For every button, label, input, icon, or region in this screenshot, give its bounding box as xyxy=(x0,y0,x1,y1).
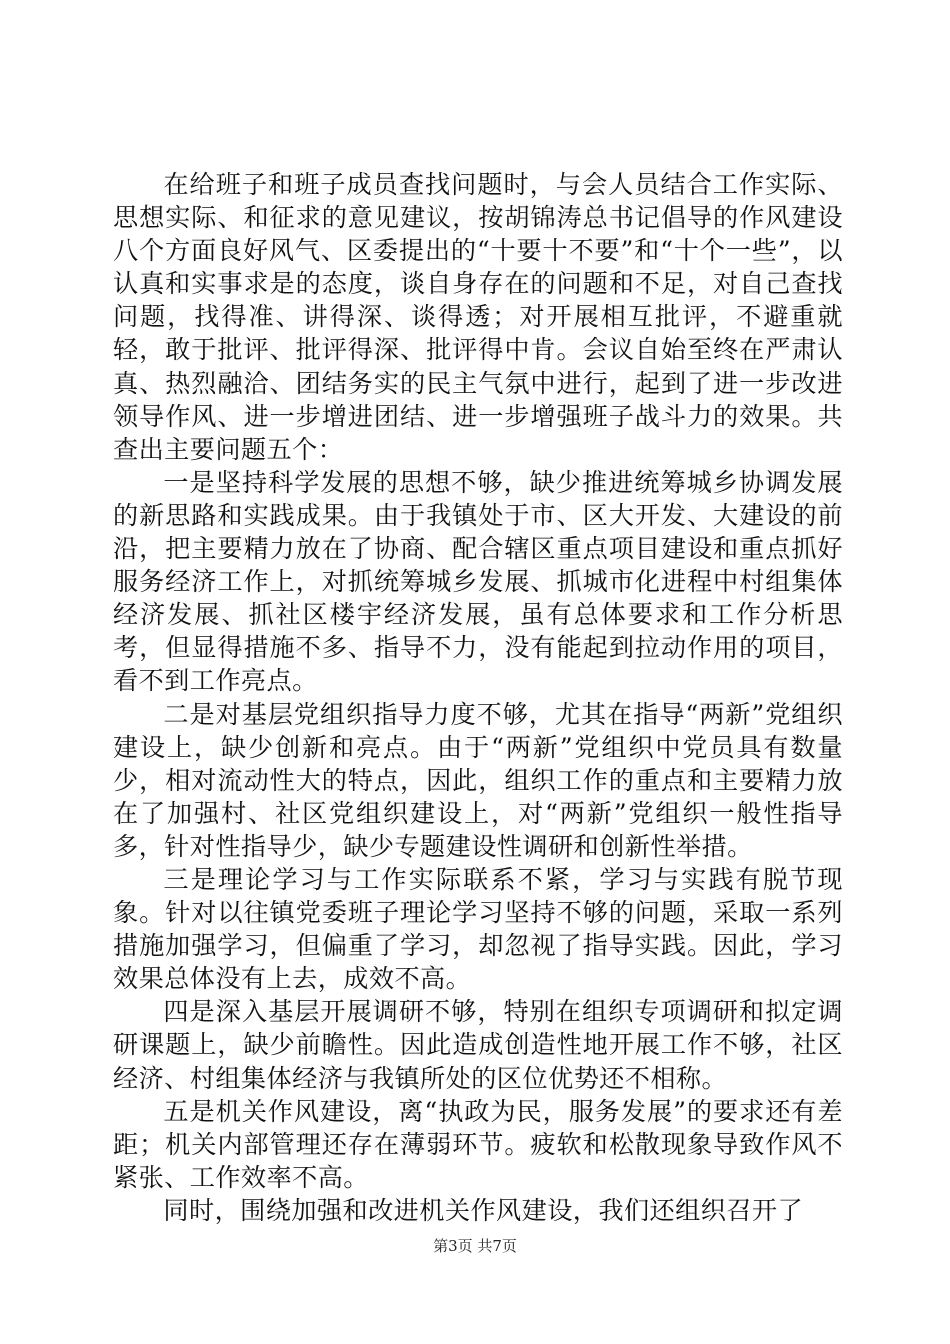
paragraph-problem-2: 二是对基层党组织指导力度不够，尤其在指导“两新”党组织建设上，缺少创新和亮点。由于“两新”党组织中党员具有数量少，相对流动性大的特点，因此，组织工作的重点和主要精力放在了加强村、社区党组织建设上，对“两新”党组织一般性指导多，针对性指导少，缺少专题建设性调研和创新性举措。 xyxy=(113,699,843,861)
paragraph-problem-5: 五是机关作风建设，离“执政为民，服务发展”的要求还有差距；机关内部管理还存在薄弱环节。疲软和松散现象导致作风不紧张、工作效率不高。 xyxy=(113,1096,843,1192)
paragraph-intro: 在给班子和班子成员查找问题时，与会人员结合工作实际、思想实际、和征求的意见建议，按胡锦涛总书记倡导的作风建设八个方面良好风气、区委提出的“十要十不要”和“十个一些”，以认真和实事求是的态度，谈自身存在的问题和不足，对自己查找问题，找得准、讲得深、谈得透；对开展相互批评，不避重就轻，敢于批评、批评得深、批评得中肯。会议自始至终在严肃认真、热烈融洽、团结务实的民主气氛中进行，起到了进一步改进领导作风、进一步增进团结、进一步增强班子战斗力的效果。共查出主要问题五个： xyxy=(113,170,843,464)
page-number-footer: 第3页 共7页 xyxy=(433,1237,517,1255)
paragraph-continuation: 同时，围绕加强和改进机关作风建设，我们还组织召开了 xyxy=(163,1195,804,1225)
document-body xyxy=(113,168,843,1227)
paragraph-problem-4: 四是深入基层开展调研不够，特别在组织专项调研和拟定调研课题上，缺少前瞻性。因此造成创造性地开展工作不够，社区经济、村组集体经济与我镇所处的区位优势还不相称。 xyxy=(113,997,843,1093)
paragraph-problem-3: 三是理论学习与工作实际联系不紧，学习与实践有脱节现象。针对以往镇党委班子理论学习坚持不够的问题，采取一系列措施加强学习，但偏重了学习，却忽视了指导实践。因此，学习效果总体没有上去，成效不高。 xyxy=(113,864,843,994)
paragraph-problem-1: 一是坚持科学发展的思想不够，缺少推进统筹城乡协调发展的新思路和实践成果。由于我镇处于市、区大开发、大建设的前沿，把主要精力放在了协商、配合辖区重点项目建设和重点抓好服务经济工作上，对抓统筹城乡发展、抓城市化进程中村组集体经济发展、抓社区楼宇经济发展，虽有总体要求和工作分析思考，但显得措施不多、指导不力，没有能起到拉动作用的项目，看不到工作亮点。 xyxy=(113,467,843,696)
